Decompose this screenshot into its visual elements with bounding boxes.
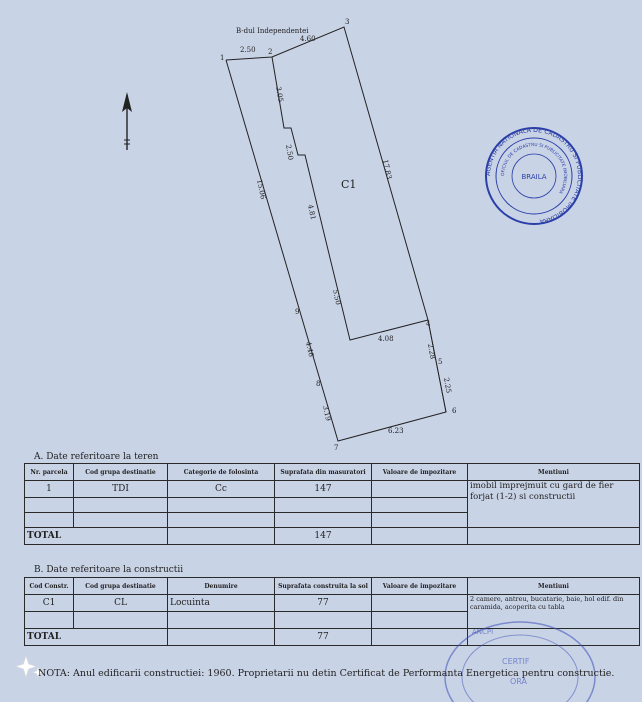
stamp-center: BRAILA	[521, 173, 547, 181]
header-suprafata-sol: Suprafata construita la sol	[275, 578, 372, 595]
point-7: 7	[334, 444, 339, 452]
point-8: 8	[316, 380, 321, 388]
header-mentiuni: Mentiuni	[468, 578, 640, 595]
header-cod-grupa: Cod grupa destinatie	[74, 464, 168, 481]
cell-mentiuni: imobil imprejmuit cu gard de fier forjat (1-2) si constructii	[468, 481, 640, 528]
cell-mentiuni: 2 camere, antreu, bucatarie, baie, hol edif. din caramida, acoperita cu tabla	[468, 595, 640, 629]
dim-2-3: 4.60	[300, 35, 316, 43]
teren-header-row	[25, 464, 640, 481]
cell-valoare	[372, 595, 468, 612]
point-2: 2	[268, 48, 273, 56]
stamp2-text: ANCPI	[472, 628, 494, 636]
constructii-total-value: 77	[275, 629, 372, 646]
dim-1-9: 15.06	[255, 178, 268, 201]
building-label-c1: C1	[341, 178, 357, 191]
north-arrow-icon	[122, 92, 132, 150]
constructii-data-row	[25, 595, 640, 612]
boundary-4-6	[428, 320, 446, 412]
header-mentiuni: Mentiuni	[468, 464, 640, 481]
header-denumire: Denumire	[168, 578, 275, 595]
header-suprafata: Suprafata din masuratori	[275, 464, 372, 481]
header-valoare: Valoare de impozitare	[372, 464, 468, 481]
dim-9-8: 4.46	[304, 340, 316, 358]
dim-2-top: 3.05	[274, 85, 285, 103]
dim-5-6: 2.25	[442, 376, 453, 394]
dim-8-7: 3.19	[321, 404, 333, 422]
dim-3-4: 17.83	[381, 158, 394, 181]
teren-total-value: 147	[275, 528, 372, 545]
point-3: 3	[345, 18, 350, 26]
stamp-ring-text: AGENTIA NATIONALA DE CADASTRU SI PUBLICITATE IMOBILIARA	[484, 126, 584, 225]
cell-cod: TDI	[74, 481, 168, 498]
teren-total-row	[25, 528, 640, 545]
point-5: 5	[438, 358, 443, 366]
cell-suprafata-sol: 77	[275, 595, 372, 612]
point-9: 9	[295, 308, 300, 316]
street-label: B-dul Independentei	[236, 27, 309, 35]
cell-suprafata: 147	[275, 481, 372, 498]
cell-cod-constr: C1	[25, 595, 74, 612]
dim-4-5: 2.28	[426, 342, 437, 360]
dim-bottom: 4.08	[378, 335, 394, 343]
point-4: 4	[426, 320, 431, 328]
teren-data-row	[25, 481, 640, 498]
point-6: 6	[452, 407, 457, 415]
section-b-title: B. Date referitoare la constructii	[34, 565, 184, 575]
teren-total-label: TOTAL	[25, 528, 168, 545]
header-valoare: Valoare de impozitare	[372, 578, 468, 595]
dim-mid: 4.81	[306, 203, 318, 221]
stamp2-line-2: ORA	[510, 677, 528, 686]
dim-step: 2.50	[284, 143, 295, 161]
dim-1-2: 2.50	[240, 46, 256, 54]
constructii-total-label: TOTAL	[25, 629, 168, 646]
section-a-title: A. Date referitoare la teren	[34, 452, 159, 462]
stamp2-line-1: CERTIF	[502, 657, 530, 666]
header-cod-grupa: Cod grupa destinatie	[74, 578, 168, 595]
dim-7-6: 6.23	[388, 427, 404, 435]
point-1: 1	[220, 54, 225, 62]
stamp-inner-text: OFICIUL DE CADASTRU SI PUBLICITATE IMOBILIARA	[500, 142, 568, 195]
parcel-boundary	[226, 27, 446, 441]
cell-grupa: CL	[74, 595, 168, 612]
official-stamp	[478, 126, 590, 226]
header-categorie: Categorie de folosinta	[168, 464, 275, 481]
constructii-header-row	[25, 578, 640, 595]
faded-stamp	[430, 612, 600, 702]
teren-table	[24, 463, 640, 545]
cell-nr: 1	[25, 481, 74, 498]
cell-denumire: Locuinta	[168, 595, 275, 612]
dim-lower: 5.50	[331, 288, 343, 306]
header-nr-parcela: Nr. parcela	[25, 464, 74, 481]
construction-note: NOTA: Anul edificarii constructiei: 1960. Proprietarii nu detin Certificat de Performanta Energetica pentru constructie.	[38, 668, 615, 679]
cell-valoare	[372, 481, 468, 498]
header-cod-constr: Cod Constr.	[25, 578, 74, 595]
cell-categorie: Cc	[168, 481, 275, 498]
